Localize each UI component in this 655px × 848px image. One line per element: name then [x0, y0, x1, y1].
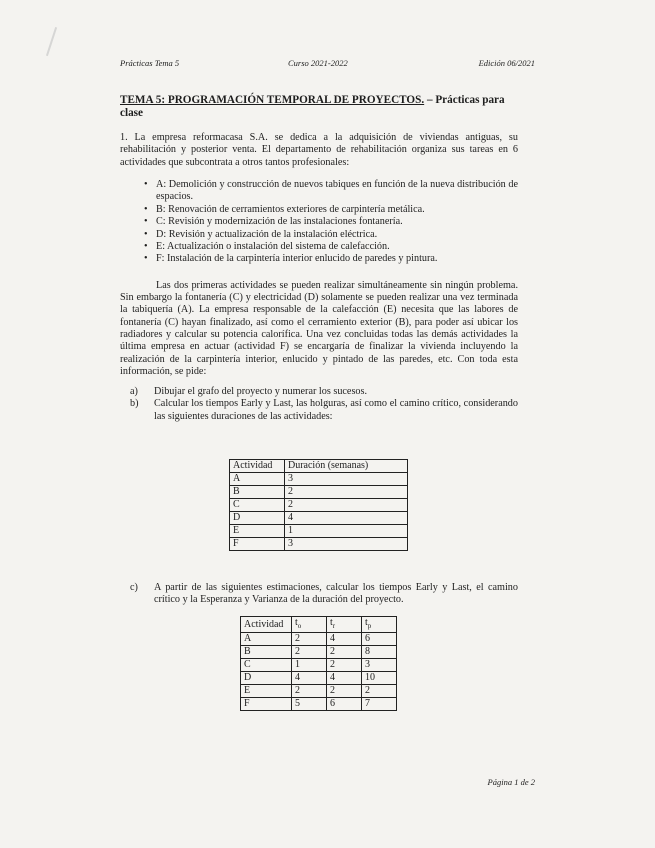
question-list: [120, 386, 518, 423]
column-header: Duración (semanas): [285, 460, 408, 473]
bullet-icon: •: [144, 178, 148, 190]
bullet-icon: •: [144, 253, 148, 265]
table-cell: 1: [285, 525, 408, 538]
table-cell: 6: [327, 698, 362, 711]
table-cell: 6: [362, 633, 397, 646]
table-cell: 8: [362, 646, 397, 659]
table-row: [230, 499, 408, 512]
table-cell: D: [241, 672, 292, 685]
table-row: [241, 646, 397, 659]
activity-text: F: Instalación de la carpintería interior enlucido de paredes y pintura.: [156, 253, 438, 265]
list-item: [144, 241, 518, 253]
table-cell: 5: [292, 698, 327, 711]
header-symbol: t: [295, 617, 298, 628]
table-cell: 2: [285, 486, 408, 499]
table-cell: 1: [292, 659, 327, 672]
activity-text: D: Revisión y actualización de la instalación eléctrica.: [156, 228, 378, 240]
table-row: [241, 698, 397, 711]
column-header: Actividad: [230, 460, 285, 473]
question-marker: a): [130, 386, 138, 398]
table-cell: 4: [327, 672, 362, 685]
table-cell: E: [241, 685, 292, 698]
table-cell: 3: [285, 473, 408, 486]
activity-text: C: Revisión y modernización de las instalaciones fontanería.: [156, 216, 403, 228]
activity-text: B: Renovación de cerramientos exteriores de carpintería metálica.: [156, 203, 425, 215]
table-row: [241, 659, 397, 672]
title-main: TEMA 5: PROGRAMACIÓN TEMPORAL DE PROYECTOS.: [120, 94, 425, 106]
table-cell: F: [230, 538, 285, 551]
table-cell: 2: [327, 646, 362, 659]
question-text: Calcular los tiempos Early y Last, las holguras, así como el camino crítico, considerando las siguientes duraciones de las actividades:: [154, 398, 518, 422]
page-title: [120, 94, 518, 120]
main-content: [120, 94, 518, 423]
table-row: [241, 633, 397, 646]
table-row: [230, 525, 408, 538]
durations-table: [229, 459, 408, 551]
activity-text: E: Actualización o instalación del sistema de calefacción.: [156, 240, 390, 252]
header-subscript: r: [332, 622, 336, 630]
table-cell: D: [230, 512, 285, 525]
title-rest: – Prácticas para clase: [120, 94, 505, 119]
question-c: [130, 582, 518, 607]
table-cell: B: [241, 646, 292, 659]
bullet-icon: •: [144, 203, 148, 215]
table-cell: A: [230, 473, 285, 486]
table-cell: 2: [292, 646, 327, 659]
table-row: [230, 512, 408, 525]
table-cell: 3: [362, 659, 397, 672]
table-cell: 4: [292, 672, 327, 685]
list-item: [144, 204, 518, 216]
table-header-row: [241, 617, 397, 633]
table-cell: 2: [292, 685, 327, 698]
constraints-paragraph: Las dos primeras actividades se pueden realizar simultáneamente sin ningún problema. Sin embargo la fontanería (C) y electricidad (D) solamente se pueden realizar una vez terminada la tabiquería (A). La empresa responsable de la calefacción (E) necesita que las labores de fontanería (C) hayan finalizado, así como el cerramiento exterior (B), para poder así ubicar los radiadores y calcular su potencia calorífica. Una vez concluidas todas las demás actividades la última empresa en actuar (actividad F) se encargaría de finalizar la vivienda incluyendo la realización de la carpintería interior, enlucido y pintado de las paredes, etc. Con toda esta información, se pide:: [120, 279, 518, 377]
list-item: [144, 253, 518, 265]
activity-list: [144, 179, 518, 266]
header-right: Edición 06/2021: [478, 58, 535, 68]
question-b: [130, 398, 518, 423]
column-header: Actividad: [241, 617, 292, 633]
column-header-to: [292, 617, 327, 633]
header-symbol: t: [365, 617, 368, 628]
table-cell: E: [230, 525, 285, 538]
question-item-c: [130, 582, 518, 607]
table-row: [230, 473, 408, 486]
table-cell: 10: [362, 672, 397, 685]
table-cell: B: [230, 486, 285, 499]
table-cell: 3: [285, 538, 408, 551]
question-list-c: [130, 582, 518, 607]
table-cell: 7: [362, 698, 397, 711]
activity-text: A: Demolición y construcción de nuevos tabiques en función de la nueva distribución de espacios.: [156, 178, 518, 203]
list-item: [144, 229, 518, 241]
table-row: [241, 685, 397, 698]
bullet-icon: •: [144, 240, 148, 252]
header-center: Curso 2021-2022: [288, 58, 348, 68]
estimates-table: [240, 616, 397, 711]
column-header-tr: [327, 617, 362, 633]
column-header-tp: [362, 617, 397, 633]
bullet-icon: •: [144, 216, 148, 228]
table-header-row: [230, 460, 408, 473]
table-cell: 2: [285, 499, 408, 512]
header-subscript: p: [367, 622, 372, 630]
table-cell: 2: [327, 659, 362, 672]
table-cell: 2: [362, 685, 397, 698]
header-symbol: t: [330, 617, 333, 628]
table-cell: C: [241, 659, 292, 672]
list-item: [144, 216, 518, 228]
header-left: Prácticas Tema 5: [120, 58, 180, 68]
table-row: [230, 486, 408, 499]
table-cell: 2: [327, 685, 362, 698]
question-text: Dibujar el grafo del proyecto y numerar los sucesos.: [154, 386, 368, 398]
scan-artifact: [46, 27, 78, 63]
table-row: [241, 672, 397, 685]
question-marker: c): [130, 582, 138, 593]
list-item: [144, 179, 518, 204]
question-marker: b): [130, 398, 139, 410]
table-cell: 4: [285, 512, 408, 525]
table-row: [230, 538, 408, 551]
bullet-icon: •: [144, 228, 148, 240]
header-subscript: o: [297, 622, 302, 630]
table-cell: 2: [292, 633, 327, 646]
intro-paragraph: 1. La empresa reformacasa S.A. se dedica a la adquisición de viviendas antiguas, su rehabilitación y posterior venta. El departamento de rehabilitación organiza sus tareas en 6 actividades que subcontrata a otros tantos profesionales:: [120, 132, 518, 168]
page-number: Página 1 de 2: [487, 777, 535, 787]
table-cell: F: [241, 698, 292, 711]
table-cell: A: [241, 633, 292, 646]
table-cell: C: [230, 499, 285, 512]
question-a: [130, 386, 518, 398]
question-text: A partir de las siguientes estimaciones, calcular los tiempos Early y Last, el camino crítico y la Esperanza y Varianza de la duración del proyecto.: [154, 582, 518, 606]
table-cell: 4: [327, 633, 362, 646]
